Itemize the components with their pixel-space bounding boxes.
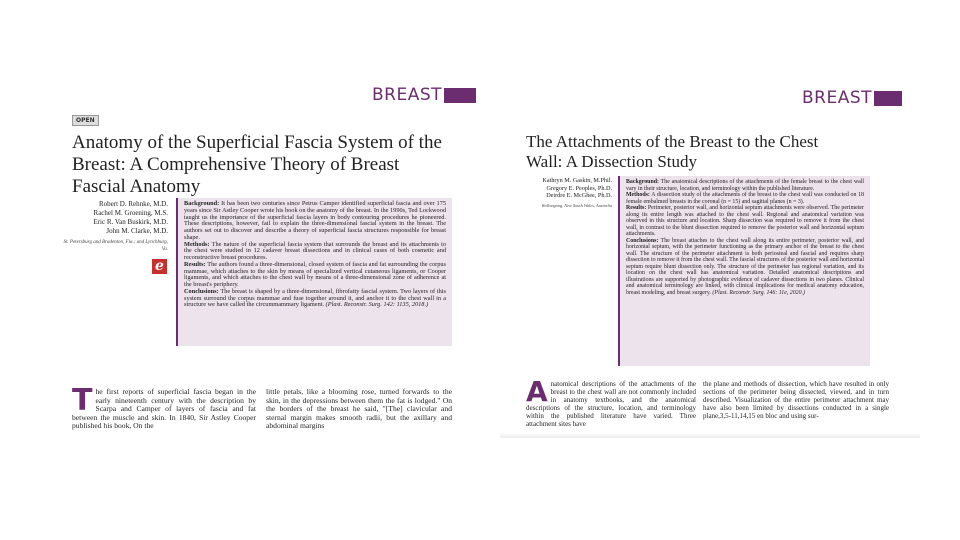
abstract-conclusions: The breast is shaped by a three-dimensional, fibrofatty fascial system. Two layers of this system surround the corpus mammae and fuse together around it, and anchor it to the chest wall in a structure we have called the circummammary ligament. <box>184 287 446 309</box>
body-text: the plane and methods of dissection, which have resulted in only sections of the perimeter being dissected, viewed, and in turn described. Visualization of the entire perimeter attachment may have also been limited by dissections conducted in a single plane,3,5-11,14,15 en bloc and using sur- <box>703 380 889 420</box>
abstract-box <box>176 198 452 346</box>
citation: (Plast. Reconstr. Surg. 146: 11e, 2020.) <box>712 289 805 296</box>
abstract-conclusions-label: Conclusions: <box>184 287 219 295</box>
article-title: Anatomy of the Superficial Fascia System of the Breast: A Comprehensive Theory of Breast Fascial Anatomy <box>72 132 442 197</box>
author: Gregory E. Peoples, Ph.D. <box>546 184 612 192</box>
affiliation: Wollongong, New South Wales, Australia <box>541 202 612 208</box>
body-column-1 <box>72 388 256 444</box>
affiliation: St. Petersburg and Bradenton, Fla.; and Lynchburg, Va. <box>63 240 168 252</box>
abstract-box <box>618 176 870 366</box>
body-text: he first reports of superficial fascia began in the early nineteenth century with the description by Scarpa and Camper of layers of fascia and fat between the muscle and skin. In 1840, Sir Astley Cooper published his book, On the <box>72 388 256 431</box>
body-column-2 <box>703 380 889 430</box>
abstract-conclusions: The breast attaches to the chest wall along its entire perimeter, posterior wall, and horizontal septum, with the perimeter functioning as the primary anchor of the breast to the chest wall. The structure of the perimeter attachment is both periosteal and fascial and requires sharp dissection to remove it from the chest wall. The fascial structures of the posterior wall and horizontal septum require blunt dissection only. The structure of the perimeter has regional variation, and its location on the chest wall has anatomical variation. Detailed anatomical descriptions and illustrations are supported by photographic evidence of cadaver dissections in two planes. Clinical and anatomical terminology are linked, with clinical implications for medical anatomy education, breast modeling, and breast surgery. <box>626 237 864 296</box>
section-label-text: BREAST <box>802 88 873 108</box>
abstract-results: Perimeter, posterior wall, and horizontal septum attachments were observed. The perimeter along its entire length was attached to the chest wall. Regional and anatomical variation was observed in this structure and location. Sharp dissection was required to remove it from the chest wall, in contrast to the blunt dissection required to remove the posterior wall and horizontal septum attachments. <box>626 205 864 237</box>
section-label-breast <box>802 88 902 108</box>
author-list <box>515 177 612 209</box>
abstract-background: It has been two centuries since Petrus Camper identified superficial fascia and over 175 years since Sir Astley Cooper wrote his book on the anatomy of the breast. In the 1990s, Ted Lockwood taught us the importance of the superficial fascia layers in body contouring procedures he pioneered. These descriptions, however, fail to explain the three-dimensional fascial system in the breast. The authors set out to discover and describe a theory of superficial fascia structures responsible for breast shape. <box>184 200 446 241</box>
abstract-results: The authors found a three-dimensional, closed system of fascia and fat surrounding the corpus mammae, which attaches to the skin by means of specialized vertical cutaneous ligaments, or Cooper ligaments, and which attaches to the chest wall by means of a three-dimensional zone of adherence at the breast's periphery. <box>184 260 446 288</box>
drop-cap: A <box>526 380 548 408</box>
author: Robert D. Rehnke, M.D. <box>98 200 168 208</box>
abstract-conclusions-label: Conclusions: <box>626 237 659 244</box>
section-label-bar <box>874 91 902 106</box>
abstract-methods: A dissection study of the attachments of the breast to the chest wall was conducted on 18 female embalmed breasts in the coronal (n = 15) and sagittal planes (n = 3). <box>626 192 864 205</box>
author-list <box>62 200 168 253</box>
section-label-text: BREAST <box>372 85 443 105</box>
author: Deirdre E. McGhee, Ph.D. <box>546 192 612 199</box>
abstract-background: The anatomical descriptions of the attachments of the female breast to the chest wall vary in their structure, location, and terminology within the published literature. <box>626 179 864 192</box>
body-column-2 <box>266 388 452 444</box>
article-title: The Attachments of the Breast to the Chest Wall: A Dissection Study <box>526 132 819 171</box>
abstract-methods-label: Methods: <box>184 240 210 248</box>
author: Eric R. Van Buskirk, M.D. <box>93 218 168 226</box>
page-fade <box>500 432 920 438</box>
abstract-background-label: Background: <box>184 200 220 207</box>
author: Kathryn M. Gaskin, M.Phil. <box>542 177 612 184</box>
body-column-1 <box>526 380 696 430</box>
abstract-background-label: Background: <box>626 179 659 185</box>
section-label-bar <box>444 88 476 103</box>
abstract-results-label: Results: <box>184 260 206 268</box>
body-text: little petals, like a blooming rose, turned forwards to the skin, in the depressions between them the fat is lodged." On the borders of the breast he said, "[The] clavicular and sternal margin makes smooth radii, but the axillary and abdominal margins <box>266 388 452 431</box>
section-label-breast <box>372 85 476 105</box>
citation: (Plast. Reconstr. Surg. 142: 1135, 2018.) <box>325 301 429 309</box>
author: John M. Clarke, M.D. <box>106 227 168 235</box>
abstract-methods: The nature of the superficial fascia system that surrounds the breast and its attachments to the chest were studied in 12 cadaver breast dissections and in clinical cases of both cosmetic and reconstructive breast procedures. <box>184 240 446 261</box>
open-access-badge: OPEN <box>72 115 99 126</box>
abstract-methods-label: Methods: <box>626 192 650 198</box>
abstract-results-label: Results: <box>626 205 647 211</box>
body-text: natomical descriptions of the attachments of the breast to the chest wall are not commonly included in anatomy textbooks, and the anatomical descriptions of the structure, location, and terminology within the published literature have varied. Three attachment sites have <box>526 380 696 428</box>
drop-cap: T <box>72 388 93 418</box>
author: Rachel M. Groening, M.S. <box>93 209 168 217</box>
e-supplement-icon: e <box>152 259 167 274</box>
